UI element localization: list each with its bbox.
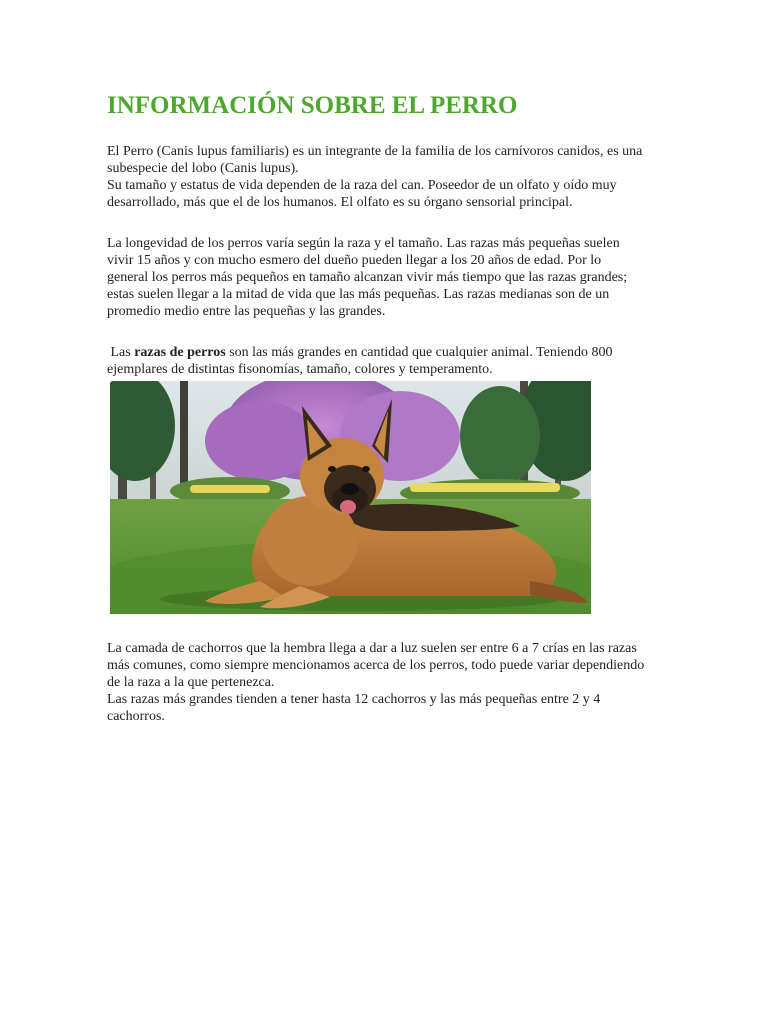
paragraph-breeds xyxy=(107,344,667,378)
paragraph-line: estas suelen llegar a la mitad de vida que las más pequeñas. Las razas medianas son de un xyxy=(107,287,610,302)
german-shepherd-illustration xyxy=(110,381,591,614)
paragraph-line: vivir 15 años y con mucho esmero del dueño pueden llegar a los 20 años de edad. Por lo xyxy=(107,253,602,268)
paragraph-line: más comunes, como siempre mencionamos acerca de los perros, todo puede variar dependiendo xyxy=(107,658,645,673)
paragraph-line: de la raza a la que pertenezca. xyxy=(107,675,275,690)
bold-text-razas-de-perros: razas de perros xyxy=(134,345,226,360)
text-segment: Las xyxy=(107,345,135,360)
paragraph-line: subespecie del lobo (Canis lupus). xyxy=(107,161,299,176)
paragraph-line: general los perros más pequeños en tamaño alcanzan vivir más tiempo que las razas grandes; xyxy=(107,270,628,285)
paragraph-line: El Perro (Canis lupus familiaris) es un integrante de la familia de los carnívoros canidos, es una xyxy=(107,144,643,159)
paragraph-litter xyxy=(107,640,667,725)
paragraph-line: La camada de cachorros que la hembra llega a dar a luz suelen ser entre 6 a 7 crías en las razas xyxy=(107,641,637,656)
paragraph-line: Las razas más grandes tienden a tener hasta 12 cachorros y las más pequeñas entre 2 y 4 xyxy=(107,692,601,707)
paragraph-line: desarrollado, más que el de los humanos. El olfato es su órgano sensorial principal. xyxy=(107,195,573,210)
dog-photo xyxy=(110,381,591,614)
text-segment: son las más grandes en cantidad que cualquier animal. Teniendo 800 xyxy=(225,345,613,360)
paragraph-line: La longevidad de los perros varía según la raza y el tamaño. Las razas más pequeñas suelen xyxy=(107,236,620,251)
paragraph-line: cachorros. xyxy=(107,709,165,724)
paragraph-line: Su tamaño y estatus de vida dependen de la raza del can. Poseedor de un olfato y oído muy xyxy=(107,178,617,193)
paragraph-line: ejemplares de distintas fisonomías, tamaño, colores y temperamento. xyxy=(107,362,493,377)
document-title: INFORMACIÓN SOBRE EL PERRO xyxy=(107,92,518,119)
paragraph-line: promedio medio entre las pequeñas y las grandes. xyxy=(107,304,386,319)
paragraph-description xyxy=(107,143,667,211)
paragraph-line xyxy=(107,344,667,361)
paragraph-longevity xyxy=(107,235,667,320)
